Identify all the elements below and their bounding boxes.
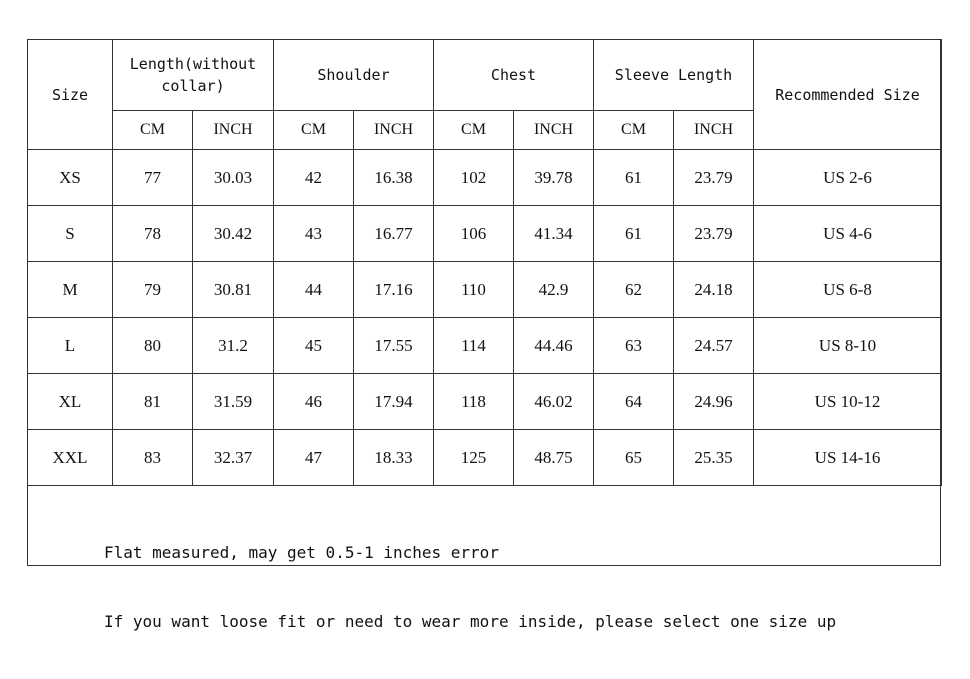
length-cm-cell: 81	[113, 374, 193, 430]
recommended-cell: US 8-10	[754, 318, 942, 374]
size-cell: XS	[28, 150, 113, 206]
chest-inch-cell: 41.34	[514, 206, 594, 262]
chest-inch-cell: 42.9	[514, 262, 594, 318]
shoulder-inch-cell: 17.16	[354, 262, 434, 318]
table-row	[28, 318, 942, 374]
length-cm-cell: 77	[113, 150, 193, 206]
note-line-2: If you want loose fit or need to wear more inside, please select one size up	[104, 612, 837, 631]
sleeve-inch-header: INCH	[674, 111, 754, 150]
size-cell: S	[28, 206, 113, 262]
table-row	[28, 150, 942, 206]
length-cm-cell: 79	[113, 262, 193, 318]
length-inch-cell: 30.81	[193, 262, 274, 318]
size-chart	[27, 39, 941, 631]
shoulder-inch-cell: 18.33	[354, 430, 434, 486]
sleeve-inch-cell: 24.57	[674, 318, 754, 374]
sleeve-cm-cell: 65	[594, 430, 674, 486]
length-cm-header: CM	[113, 111, 193, 150]
shoulder-inch-header: INCH	[354, 111, 434, 150]
sleeve-cm-cell: 63	[594, 318, 674, 374]
chest-cm-header: CM	[434, 111, 514, 150]
header-row-main	[28, 40, 942, 111]
sleeve-inch-cell: 23.79	[674, 150, 754, 206]
recommended-header: Recommended Size	[754, 40, 942, 150]
recommended-cell: US 4-6	[754, 206, 942, 262]
length-header	[113, 40, 274, 111]
size-cell: L	[28, 318, 113, 374]
shoulder-inch-cell: 17.94	[354, 374, 434, 430]
table-row	[28, 430, 942, 486]
length-inch-cell: 32.37	[193, 430, 274, 486]
shoulder-cm-cell: 44	[274, 262, 354, 318]
table-row	[28, 206, 942, 262]
chest-inch-cell: 46.02	[514, 374, 594, 430]
chest-header: Chest	[434, 40, 594, 111]
recommended-cell: US 14-16	[754, 430, 942, 486]
recommended-cell: US 2-6	[754, 150, 942, 206]
sleeve-inch-cell: 23.79	[674, 206, 754, 262]
length-inch-header: INCH	[193, 111, 274, 150]
recommended-cell: US 10-12	[754, 374, 942, 430]
shoulder-header: Shoulder	[274, 40, 434, 111]
size-cell: XL	[28, 374, 113, 430]
sleeve-inch-cell: 25.35	[674, 430, 754, 486]
length-inch-cell: 31.59	[193, 374, 274, 430]
size-cell: M	[28, 262, 113, 318]
table-row	[28, 374, 942, 430]
length-inch-cell: 31.2	[193, 318, 274, 374]
sleeve-inch-cell: 24.18	[674, 262, 754, 318]
chest-cm-cell: 102	[434, 150, 514, 206]
chest-inch-cell: 44.46	[514, 318, 594, 374]
length-inch-cell: 30.03	[193, 150, 274, 206]
sleeve-header: Sleeve Length	[594, 40, 754, 111]
measurement-note	[104, 495, 836, 679]
chest-cm-cell: 110	[434, 262, 514, 318]
shoulder-cm-header: CM	[274, 111, 354, 150]
chest-cm-cell: 125	[434, 430, 514, 486]
sleeve-cm-cell: 61	[594, 206, 674, 262]
length-header-line2: collar)	[161, 77, 225, 95]
chest-cm-cell: 114	[434, 318, 514, 374]
length-header-line1: Length(without	[129, 55, 257, 73]
length-cm-cell: 80	[113, 318, 193, 374]
length-inch-cell: 30.42	[193, 206, 274, 262]
chest-inch-header: INCH	[514, 111, 594, 150]
size-header: Size	[28, 40, 113, 150]
chest-inch-cell: 48.75	[514, 430, 594, 486]
sleeve-cm-cell: 64	[594, 374, 674, 430]
shoulder-cm-cell: 45	[274, 318, 354, 374]
sleeve-cm-cell: 61	[594, 150, 674, 206]
table-row	[28, 262, 942, 318]
length-cm-cell: 83	[113, 430, 193, 486]
shoulder-cm-cell: 47	[274, 430, 354, 486]
chest-cm-cell: 118	[434, 374, 514, 430]
size-table	[27, 39, 942, 486]
length-cm-cell: 78	[113, 206, 193, 262]
recommended-cell: US 6-8	[754, 262, 942, 318]
shoulder-inch-cell: 16.38	[354, 150, 434, 206]
note-line-1: Flat measured, may get 0.5-1 inches error	[104, 543, 499, 562]
sleeve-cm-header: CM	[594, 111, 674, 150]
size-cell: XXL	[28, 430, 113, 486]
shoulder-cm-cell: 43	[274, 206, 354, 262]
chest-inch-cell: 39.78	[514, 150, 594, 206]
sleeve-inch-cell: 24.96	[674, 374, 754, 430]
sleeve-cm-cell: 62	[594, 262, 674, 318]
shoulder-inch-cell: 16.77	[354, 206, 434, 262]
shoulder-cm-cell: 42	[274, 150, 354, 206]
chest-cm-cell: 106	[434, 206, 514, 262]
shoulder-cm-cell: 46	[274, 374, 354, 430]
shoulder-inch-cell: 17.55	[354, 318, 434, 374]
